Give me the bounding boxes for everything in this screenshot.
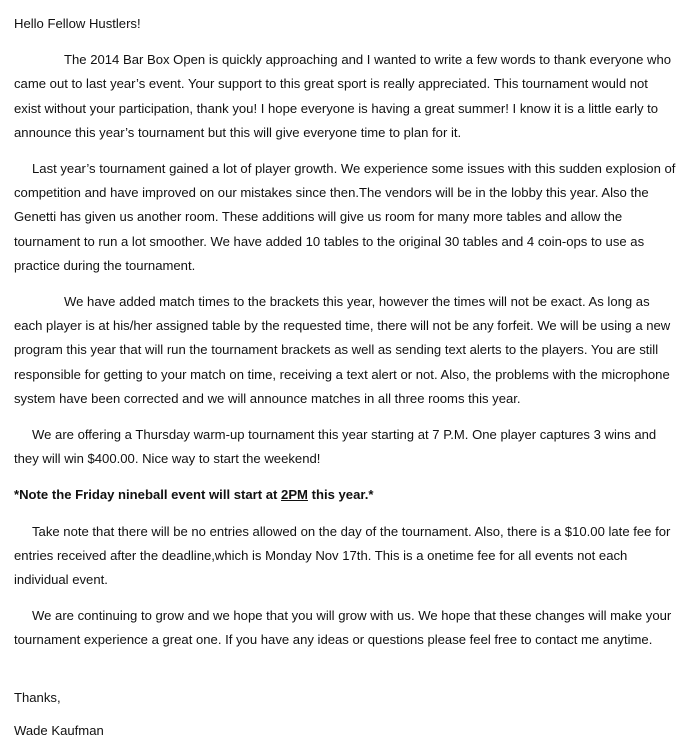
note-text-after: this year.* bbox=[307, 487, 374, 503]
paragraph-match-times: We have added match times to the brackets this year, however the times will not be exact. As long as each player is at his/her assigned table by the requested time, there will not be any forfeit. We will be using a new program this year that will run the tournament brackets as well as sending text alerts to the players. You are still responsible for getting to your match on time, receiving a text alert or not. Also, the problems with the microphone system have been corrected and we will announce matches in all three rooms this year. bbox=[14, 294, 671, 406]
paragraph-growth: Last year’s tournament gained a lot of player growth. We experience some issues with this sudden explosion of competition and have improved on our mistakes since then.The vendors will be in the lobby this year. Also the Genetti has given us another room. These additions will give us room for many more tables and allow the tournament to run a lot smoother. We have added 10 tables to the original 30 tables and 4 coin-ops to use as practice during the tournament. bbox=[14, 161, 676, 273]
signature: Wade Kaufman bbox=[14, 722, 104, 738]
paragraph-thursday: We are offering a Thursday warm-up tournament this year starting at 7 P.M. One player captures 3 wins and they will win $400.00. Nice way to start the weekend! bbox=[14, 427, 657, 467]
greeting: Hello Fellow Hustlers! bbox=[14, 16, 141, 31]
paragraph-intro: The 2014 Bar Box Open is quickly approaching and I wanted to write a few words to thank everyone who came out to last year’s event. Your support to this great sport is really appreciated. This tournament would not exist without your participation, thank you! I hope everyone is having a great summer! I know it is a little early to announce this year’s tournament but this will give everyone time to plan for it. bbox=[14, 52, 672, 140]
letter-body bbox=[14, 12, 676, 743]
paragraph-entries: Take note that there will be no entries allowed on the day of the tournament. Also, there is a $10.00 late fee for entries received after the deadline,which is Monday Nov 17th. This is a onetime fee for all events not each individual event. bbox=[14, 523, 671, 588]
paragraph-growing: We are continuing to grow and we hope that you will grow with us. We hope that these changes will make your tournament experience a great one. If you have any ideas or questions please feel free to contact me anytime. bbox=[14, 608, 672, 648]
closing: Thanks, bbox=[14, 689, 61, 705]
note-text-before: *Note the Friday nineball event will start at bbox=[14, 487, 282, 503]
note-time: 2PM bbox=[281, 487, 308, 503]
friday-note bbox=[14, 483, 676, 507]
